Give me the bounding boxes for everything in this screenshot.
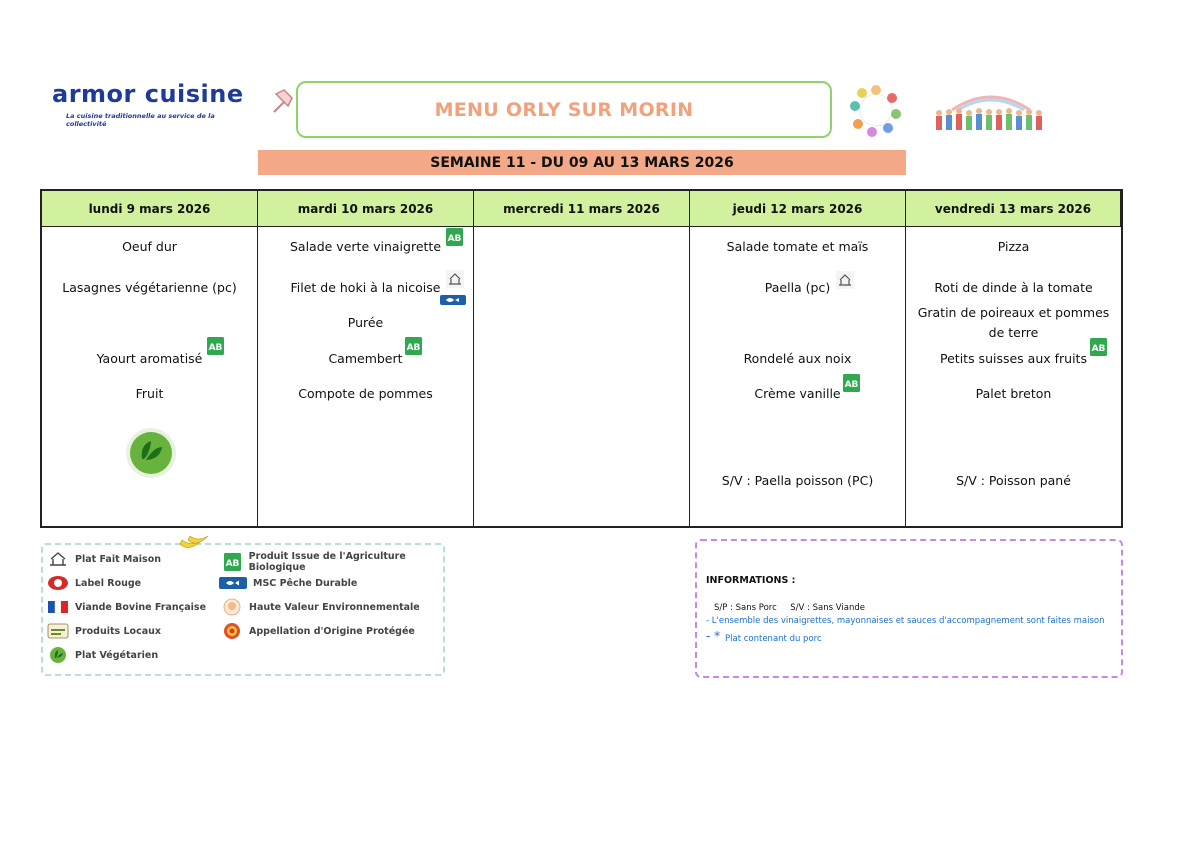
organic-ab-icon bbox=[1090, 338, 1107, 356]
menu-item-main: Filet de hoki à la nicoise bbox=[290, 280, 441, 295]
legend-label: MSC Pêche Durable bbox=[253, 577, 358, 589]
labels-legend bbox=[41, 543, 445, 676]
brand-name: armor cuisine bbox=[52, 80, 244, 108]
homemade-icon bbox=[446, 270, 464, 288]
legend-item bbox=[47, 599, 206, 615]
day-column-monday bbox=[42, 227, 258, 526]
menu-item-dessert: Compote de pommes bbox=[298, 386, 433, 401]
vegetarian-leaf-icon bbox=[49, 646, 67, 664]
menu-item-main: Roti de dinde à la tomate bbox=[934, 280, 1093, 295]
legend-item bbox=[47, 623, 161, 639]
menu-item-starter: Oeuf dur bbox=[122, 239, 177, 254]
menu-item-dessert: Crème vanille bbox=[754, 386, 841, 401]
legend-label: Haute Valeur Environnementale bbox=[249, 601, 420, 613]
homemade-icon bbox=[48, 551, 68, 567]
svg-text:AB: AB bbox=[447, 234, 462, 244]
day-column-wednesday bbox=[474, 227, 690, 526]
menu-title: MENU ORLY SUR MORIN bbox=[434, 98, 694, 121]
day-column-tuesday bbox=[258, 227, 474, 526]
menu-item-starter: Pizza bbox=[997, 239, 1030, 254]
menu-item-dessert: Palet breton bbox=[975, 386, 1052, 401]
information-title: INFORMATIONS : bbox=[706, 575, 796, 586]
menu-title-box bbox=[296, 81, 832, 138]
information-note: - L'ensemble des vinaigrettes, mayonnaises et sauces d'accompagnement sont faites maison bbox=[706, 616, 1105, 626]
organic-ab-icon bbox=[224, 553, 241, 571]
legend-label: Appellation d'Origine Protégée bbox=[249, 625, 415, 637]
msc-sustainable-fishing-icon bbox=[219, 577, 247, 589]
information-codes: S/P : Sans Porc S/V : Sans Viande bbox=[714, 603, 865, 613]
bananas-illustration bbox=[176, 530, 212, 552]
svg-text:AB: AB bbox=[1091, 344, 1106, 354]
legend-label: Produit Issue de l'Agriculture Biologique bbox=[248, 551, 406, 573]
legend-item bbox=[219, 575, 357, 591]
label-rouge-icon bbox=[47, 575, 69, 591]
menu-item-starter: Salade tomate et maïs bbox=[726, 239, 869, 254]
menu-item-meat-free-option: S/V : Paella poisson (PC) bbox=[721, 473, 874, 488]
day-header-friday: vendredi 13 mars 2026 bbox=[906, 191, 1121, 227]
svg-text:AB: AB bbox=[208, 343, 223, 353]
menu-item-dairy: Yaourt aromatisé bbox=[96, 351, 203, 366]
organic-ab-icon bbox=[405, 337, 422, 355]
vegetarian-leaf-icon bbox=[124, 427, 178, 479]
menu-item-dessert: Fruit bbox=[135, 386, 164, 401]
brand-logo bbox=[52, 80, 252, 128]
legend-label: Plat Fait Maison bbox=[75, 553, 161, 565]
menu-item-dairy: Petits suisses aux fruits bbox=[940, 351, 1087, 366]
day-header-thursday: jeudi 12 mars 2026 bbox=[690, 191, 906, 227]
day-header-wednesday: mercredi 11 mars 2026 bbox=[474, 191, 690, 227]
hve-icon bbox=[222, 598, 242, 616]
day-header-tuesday: mardi 10 mars 2026 bbox=[258, 191, 474, 227]
aop-icon bbox=[222, 622, 242, 640]
menu-item-meat-free-option: S/V : Poisson pané bbox=[956, 473, 1071, 488]
day-column-friday bbox=[906, 227, 1121, 526]
menu-item-main: Lasagnes végétarienne (pc) bbox=[62, 280, 237, 295]
day-header-monday: lundi 9 mars 2026 bbox=[42, 191, 258, 227]
legend-item bbox=[223, 551, 443, 573]
organic-ab-icon bbox=[843, 374, 860, 392]
organic-ab-icon bbox=[446, 228, 463, 246]
menu-item-side: Purée bbox=[347, 315, 384, 330]
legend-item bbox=[221, 599, 420, 615]
menu-item-dairy: Rondelé aux noix bbox=[743, 351, 852, 366]
children-group-illustration bbox=[932, 88, 1050, 136]
svg-text:AB: AB bbox=[844, 380, 859, 390]
homemade-icon bbox=[836, 271, 854, 289]
french-beef-icon bbox=[47, 599, 69, 615]
children-circle-illustration bbox=[846, 82, 906, 138]
organic-ab-icon bbox=[207, 337, 224, 355]
day-column-thursday bbox=[690, 227, 906, 526]
legend-label: Label Rouge bbox=[75, 577, 142, 589]
legend-item bbox=[47, 647, 158, 663]
information-pork: Plat contenant du porc bbox=[725, 634, 822, 644]
information-box bbox=[695, 539, 1123, 678]
legend-label: Produits Locaux bbox=[75, 625, 162, 637]
asterisk-icon: - * bbox=[706, 629, 721, 643]
local-products-icon bbox=[47, 623, 69, 639]
legend-item bbox=[221, 623, 415, 639]
menu-item-side: Gratin de poireaux et pommes de terre bbox=[917, 305, 1110, 340]
menu-table bbox=[40, 189, 1123, 528]
menu-item-dairy: Camembert bbox=[328, 351, 403, 366]
msc-sustainable-fishing-icon bbox=[440, 295, 466, 305]
week-label: SEMAINE 11 - DU 09 AU 13 MARS 2026 bbox=[430, 154, 734, 171]
svg-text:AB: AB bbox=[406, 343, 421, 353]
svg-text:AB: AB bbox=[225, 559, 240, 569]
brand-tagline: La cuisine traditionnelle au service de la collectivité bbox=[66, 112, 215, 128]
legend-label: Viande Bovine Française bbox=[75, 601, 207, 613]
menu-item-starter: Salade verte vinaigrette bbox=[289, 239, 442, 254]
legend-item bbox=[47, 551, 161, 567]
week-banner bbox=[258, 150, 906, 175]
menu-item-main: Paella (pc) bbox=[764, 280, 831, 295]
legend-label: Plat Végétarien bbox=[75, 649, 159, 661]
legend-item bbox=[47, 575, 141, 591]
